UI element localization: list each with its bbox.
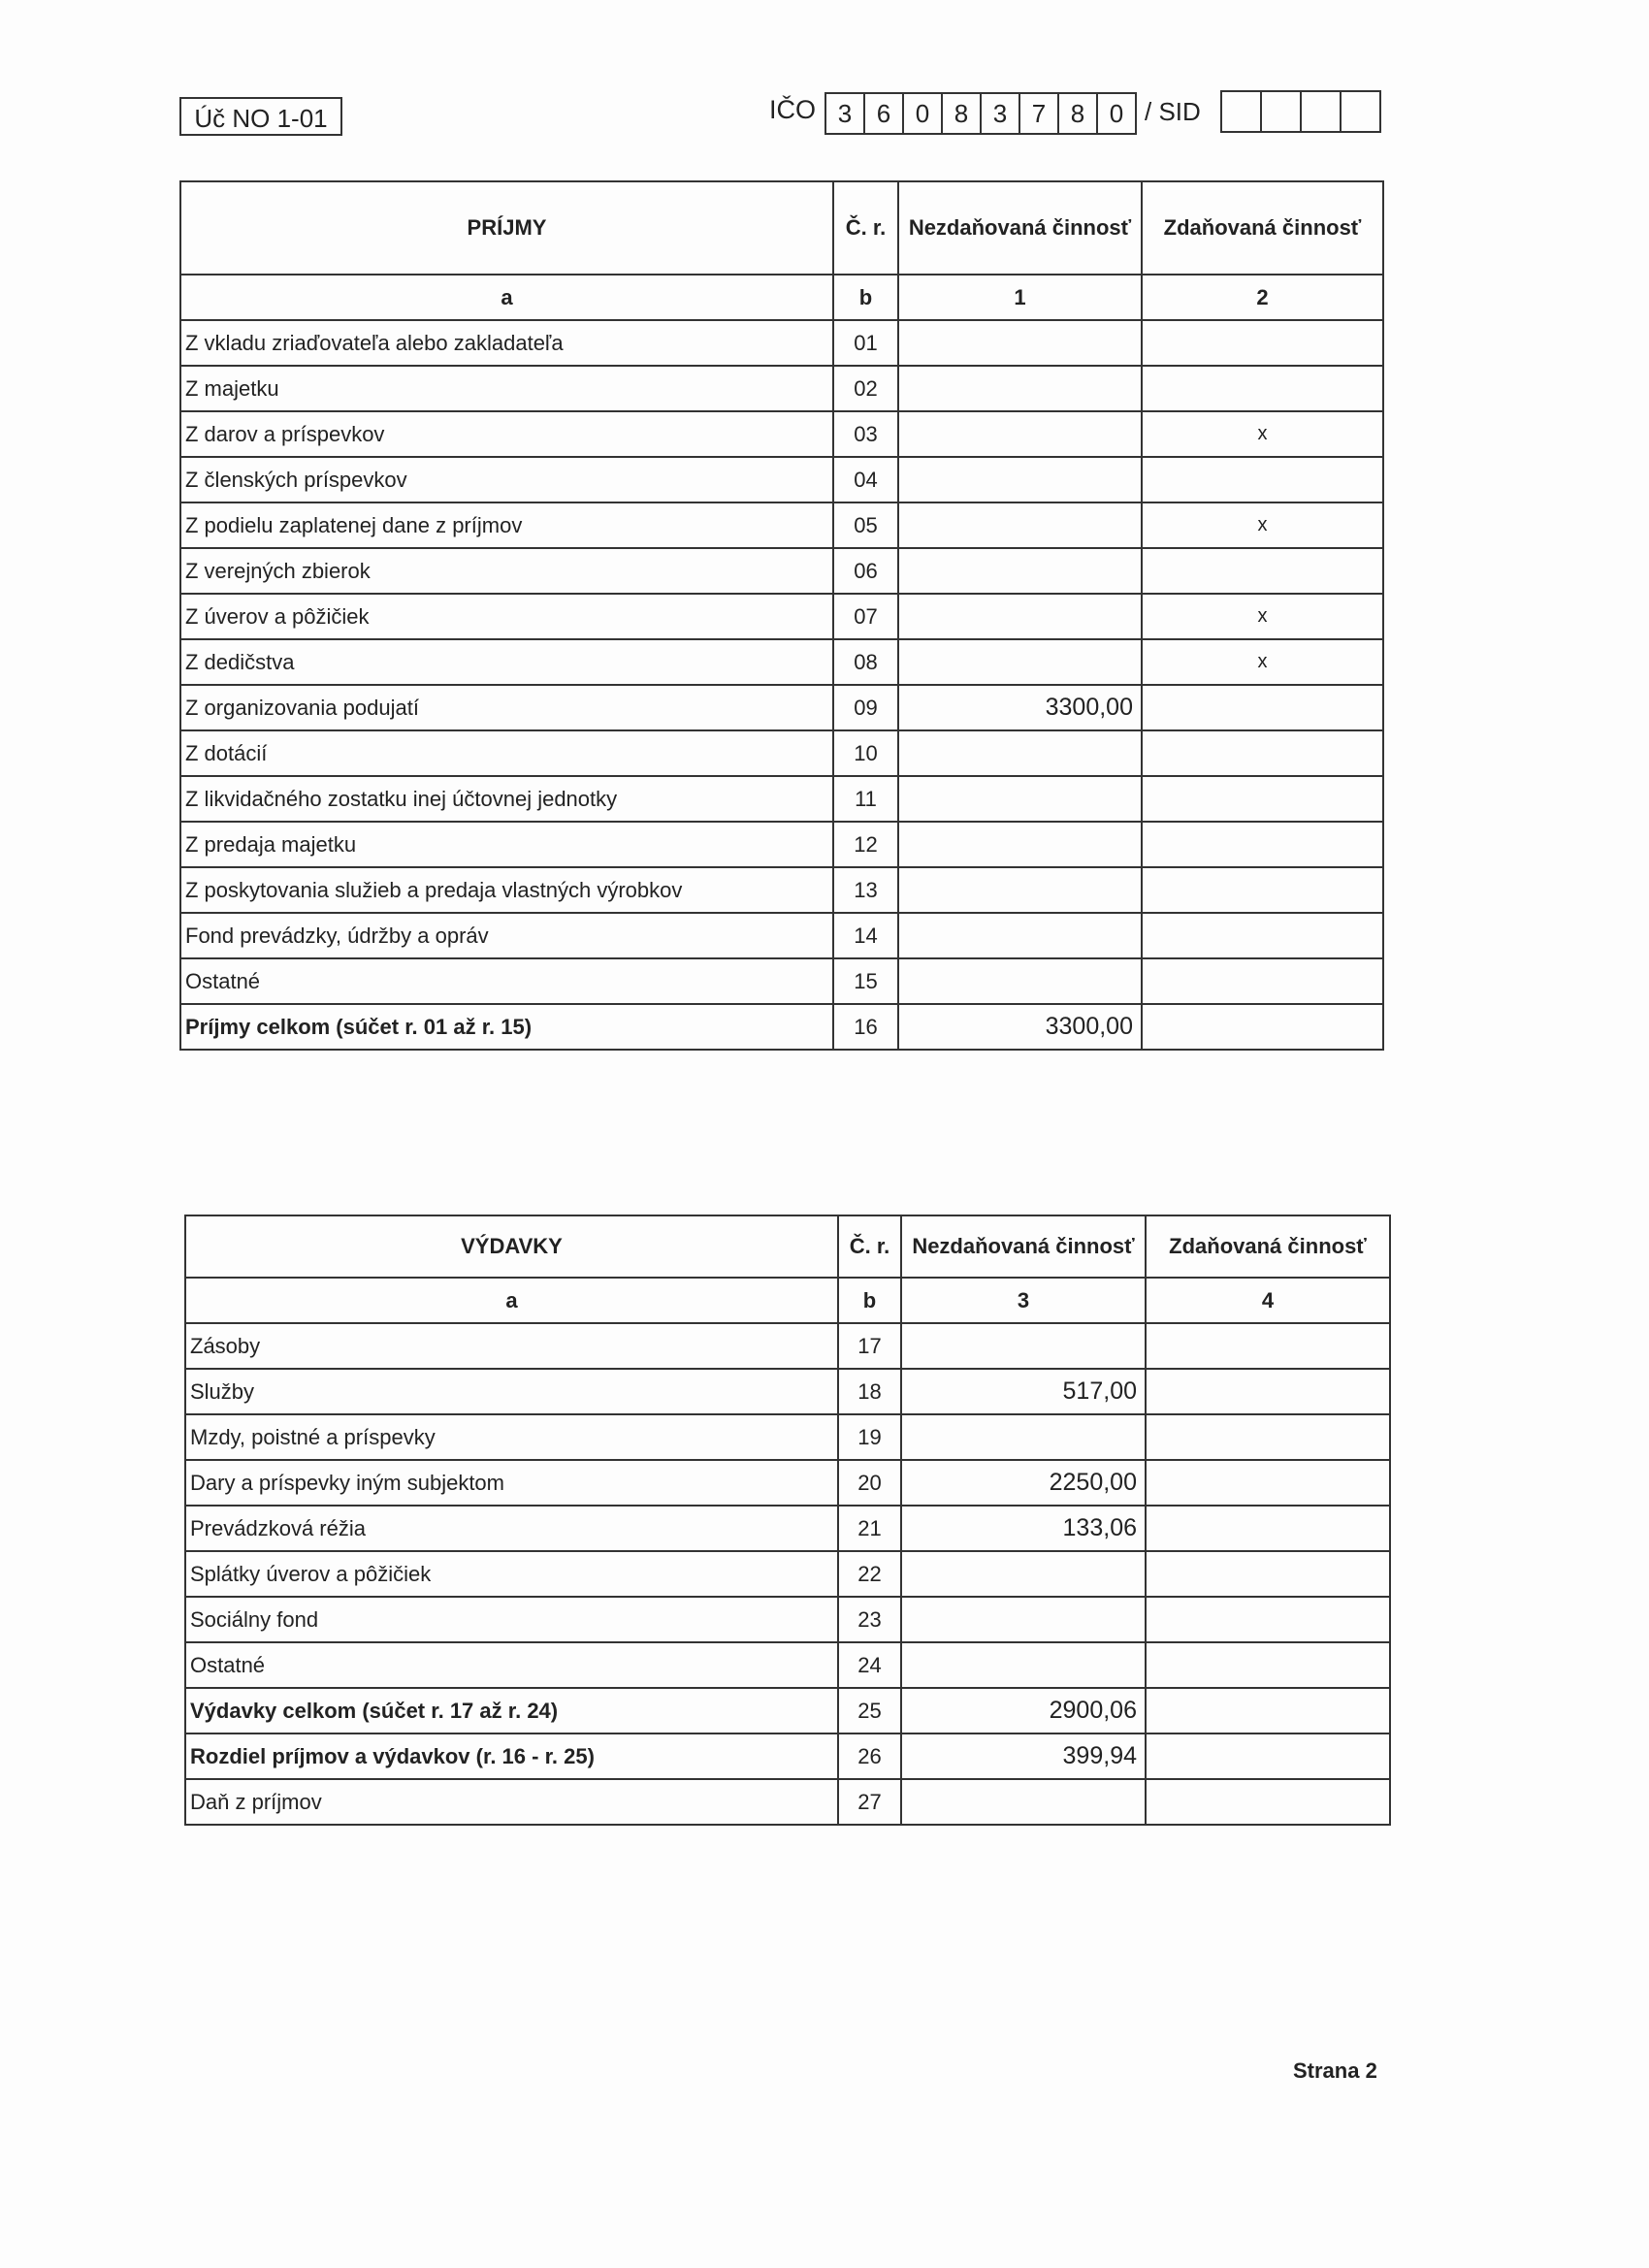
table-row bbox=[185, 1551, 1390, 1597]
row-label: Splátky úverov a pôžičiek bbox=[185, 1551, 838, 1597]
taxed-value: x bbox=[1142, 502, 1383, 548]
row-label: Rozdiel príjmov a výdavkov (r. 16 - r. 25) bbox=[185, 1733, 838, 1779]
table-row bbox=[180, 548, 1383, 594]
untaxed-value bbox=[901, 1779, 1146, 1825]
row-number: 23 bbox=[838, 1597, 901, 1642]
row-label: Z verejných zbierok bbox=[180, 548, 833, 594]
row-label: Z úverov a pôžičiek bbox=[180, 594, 833, 639]
sub-b: b bbox=[833, 275, 898, 320]
row-number: 16 bbox=[833, 1004, 898, 1050]
taxed-value bbox=[1142, 1004, 1383, 1050]
digit-box bbox=[1302, 92, 1342, 131]
table-row bbox=[180, 639, 1383, 685]
table-row bbox=[185, 1414, 1390, 1460]
table-row bbox=[185, 1642, 1390, 1688]
untaxed-value bbox=[901, 1642, 1146, 1688]
table-row bbox=[185, 1369, 1390, 1414]
row-number: 08 bbox=[833, 639, 898, 685]
table-row bbox=[180, 958, 1383, 1004]
untaxed-value bbox=[898, 366, 1142, 411]
row-number: 20 bbox=[838, 1460, 901, 1506]
sub-b: b bbox=[838, 1278, 901, 1323]
taxed-value bbox=[1142, 366, 1383, 411]
row-label: Ostatné bbox=[180, 958, 833, 1004]
taxed-value bbox=[1142, 320, 1383, 366]
row-label: Z podielu zaplatenej dane z príjmov bbox=[180, 502, 833, 548]
row-number: 14 bbox=[833, 913, 898, 958]
taxed-value bbox=[1142, 913, 1383, 958]
row-label: Mzdy, poistné a príspevky bbox=[185, 1414, 838, 1460]
row-label: Z darov a príspevkov bbox=[180, 411, 833, 457]
table-row bbox=[180, 411, 1383, 457]
table-row bbox=[180, 776, 1383, 822]
untaxed-value bbox=[901, 1323, 1146, 1369]
untaxed-value bbox=[898, 958, 1142, 1004]
table-row bbox=[180, 685, 1383, 730]
taxed-value bbox=[1146, 1642, 1390, 1688]
row-label: Z majetku bbox=[180, 366, 833, 411]
untaxed-value bbox=[901, 1551, 1146, 1597]
taxed-value: x bbox=[1142, 411, 1383, 457]
untaxed-value bbox=[901, 1597, 1146, 1642]
row-number: 24 bbox=[838, 1642, 901, 1688]
row-number: 13 bbox=[833, 867, 898, 913]
taxed-value bbox=[1142, 685, 1383, 730]
row-number: 12 bbox=[833, 822, 898, 867]
row-label: Výdavky celkom (súčet r. 17 až r. 24) bbox=[185, 1688, 838, 1733]
row-number: 05 bbox=[833, 502, 898, 548]
row-number: 21 bbox=[838, 1506, 901, 1551]
row-number: 22 bbox=[838, 1551, 901, 1597]
untaxed-value bbox=[898, 822, 1142, 867]
row-number: 18 bbox=[838, 1369, 901, 1414]
col-taxed: Zdaňovaná činnosť bbox=[1142, 181, 1383, 275]
sub-1: 1 bbox=[898, 275, 1142, 320]
table-row bbox=[180, 913, 1383, 958]
digit-box: 3 bbox=[826, 94, 865, 133]
untaxed-value: 133,06 bbox=[901, 1506, 1146, 1551]
row-label: Služby bbox=[185, 1369, 838, 1414]
taxed-value bbox=[1146, 1460, 1390, 1506]
table-row bbox=[185, 1323, 1390, 1369]
expense-title: VÝDAVKY bbox=[185, 1215, 838, 1278]
row-label: Z likvidačného zostatku inej účtovnej jednotky bbox=[180, 776, 833, 822]
digit-box bbox=[1262, 92, 1302, 131]
taxed-value bbox=[1142, 457, 1383, 502]
table-row bbox=[180, 320, 1383, 366]
income-table bbox=[179, 180, 1384, 1051]
untaxed-value: 399,94 bbox=[901, 1733, 1146, 1779]
taxed-value bbox=[1146, 1323, 1390, 1369]
table-row bbox=[180, 594, 1383, 639]
sub-3: 3 bbox=[901, 1278, 1146, 1323]
untaxed-value bbox=[898, 730, 1142, 776]
row-label: Fond prevádzky, údržby a opráv bbox=[180, 913, 833, 958]
row-number: 25 bbox=[838, 1688, 901, 1733]
digit-box: 7 bbox=[1020, 94, 1059, 133]
digit-box: 6 bbox=[865, 94, 904, 133]
row-label: Dary a príspevky iným subjektom bbox=[185, 1460, 838, 1506]
row-number: 03 bbox=[833, 411, 898, 457]
row-number: 11 bbox=[833, 776, 898, 822]
untaxed-value bbox=[898, 320, 1142, 366]
sid-label: / SID bbox=[1145, 97, 1201, 126]
row-label: Z organizovania podujatí bbox=[180, 685, 833, 730]
row-label: Prevádzková réžia bbox=[185, 1506, 838, 1551]
digit-box: 0 bbox=[904, 94, 943, 133]
row-label: Zásoby bbox=[185, 1323, 838, 1369]
table-row bbox=[180, 1004, 1383, 1050]
taxed-value bbox=[1142, 776, 1383, 822]
table-row bbox=[185, 1733, 1390, 1779]
digit-box: 3 bbox=[982, 94, 1020, 133]
untaxed-value: 2900,06 bbox=[901, 1688, 1146, 1733]
row-label: Ostatné bbox=[185, 1642, 838, 1688]
untaxed-value: 3300,00 bbox=[898, 685, 1142, 730]
col-untaxed: Nezdaňovaná činnosť bbox=[898, 181, 1142, 275]
untaxed-value: 517,00 bbox=[901, 1369, 1146, 1414]
untaxed-value bbox=[898, 548, 1142, 594]
ico-label: IČO bbox=[769, 95, 817, 124]
sub-a: a bbox=[185, 1278, 838, 1323]
row-label: Príjmy celkom (súčet r. 01 až r. 15) bbox=[180, 1004, 833, 1050]
untaxed-value bbox=[898, 913, 1142, 958]
untaxed-value bbox=[898, 867, 1142, 913]
page-number: Strana 2 bbox=[1293, 2058, 1377, 2083]
row-label: Z členských príspevkov bbox=[180, 457, 833, 502]
col-row-no: Č. r. bbox=[838, 1215, 901, 1278]
untaxed-value bbox=[898, 457, 1142, 502]
taxed-value bbox=[1142, 867, 1383, 913]
table-row bbox=[180, 502, 1383, 548]
row-number: 02 bbox=[833, 366, 898, 411]
taxed-value bbox=[1146, 1733, 1390, 1779]
row-number: 27 bbox=[838, 1779, 901, 1825]
table-row bbox=[180, 867, 1383, 913]
row-label: Daň z príjmov bbox=[185, 1779, 838, 1825]
sub-a: a bbox=[180, 275, 833, 320]
digit-box bbox=[1222, 92, 1262, 131]
table-row bbox=[180, 457, 1383, 502]
taxed-value bbox=[1146, 1551, 1390, 1597]
row-number: 09 bbox=[833, 685, 898, 730]
untaxed-value bbox=[898, 639, 1142, 685]
untaxed-value: 2250,00 bbox=[901, 1460, 1146, 1506]
row-number: 04 bbox=[833, 457, 898, 502]
row-number: 15 bbox=[833, 958, 898, 1004]
table-row bbox=[180, 730, 1383, 776]
digit-box bbox=[1342, 92, 1379, 131]
untaxed-value bbox=[898, 502, 1142, 548]
row-number: 19 bbox=[838, 1414, 901, 1460]
table-row bbox=[185, 1688, 1390, 1733]
row-label: Z vkladu zriaďovateľa alebo zakladateľa bbox=[180, 320, 833, 366]
digit-box: 8 bbox=[943, 94, 982, 133]
col-taxed: Zdaňovaná činnosť bbox=[1146, 1215, 1390, 1278]
income-title: PRÍJMY bbox=[180, 181, 833, 275]
col-row-no: Č. r. bbox=[833, 181, 898, 275]
taxed-value bbox=[1146, 1506, 1390, 1551]
row-label: Z dedičstva bbox=[180, 639, 833, 685]
row-number: 01 bbox=[833, 320, 898, 366]
taxed-value bbox=[1142, 730, 1383, 776]
table-row bbox=[185, 1506, 1390, 1551]
col-untaxed: Nezdaňovaná činnosť bbox=[901, 1215, 1146, 1278]
row-label: Z dotácií bbox=[180, 730, 833, 776]
row-label: Sociálny fond bbox=[185, 1597, 838, 1642]
sub-2: 2 bbox=[1142, 275, 1383, 320]
form-code-box: Úč NO 1-01 bbox=[179, 97, 342, 136]
untaxed-value bbox=[898, 776, 1142, 822]
row-number: 07 bbox=[833, 594, 898, 639]
table-row bbox=[185, 1779, 1390, 1825]
taxed-value bbox=[1146, 1779, 1390, 1825]
taxed-value bbox=[1146, 1414, 1390, 1460]
taxed-value bbox=[1142, 958, 1383, 1004]
row-label: Z poskytovania služieb a predaja vlastných výrobkov bbox=[180, 867, 833, 913]
row-number: 06 bbox=[833, 548, 898, 594]
untaxed-value bbox=[898, 411, 1142, 457]
digit-box: 8 bbox=[1059, 94, 1098, 133]
untaxed-value bbox=[898, 594, 1142, 639]
taxed-value: x bbox=[1142, 639, 1383, 685]
sid-field bbox=[1220, 90, 1381, 133]
untaxed-value: 3300,00 bbox=[898, 1004, 1142, 1050]
ico-field bbox=[824, 92, 1137, 135]
taxed-value bbox=[1142, 822, 1383, 867]
sub-4: 4 bbox=[1146, 1278, 1390, 1323]
taxed-value bbox=[1146, 1369, 1390, 1414]
row-number: 10 bbox=[833, 730, 898, 776]
row-number: 26 bbox=[838, 1733, 901, 1779]
table-row bbox=[185, 1597, 1390, 1642]
row-number: 17 bbox=[838, 1323, 901, 1369]
taxed-value bbox=[1146, 1597, 1390, 1642]
table-row bbox=[180, 822, 1383, 867]
table-row bbox=[180, 366, 1383, 411]
taxed-value: x bbox=[1142, 594, 1383, 639]
expense-table bbox=[184, 1215, 1391, 1826]
untaxed-value bbox=[901, 1414, 1146, 1460]
table-row bbox=[185, 1460, 1390, 1506]
taxed-value bbox=[1146, 1688, 1390, 1733]
row-label: Z predaja majetku bbox=[180, 822, 833, 867]
digit-box: 0 bbox=[1109, 99, 1124, 128]
taxed-value bbox=[1142, 548, 1383, 594]
